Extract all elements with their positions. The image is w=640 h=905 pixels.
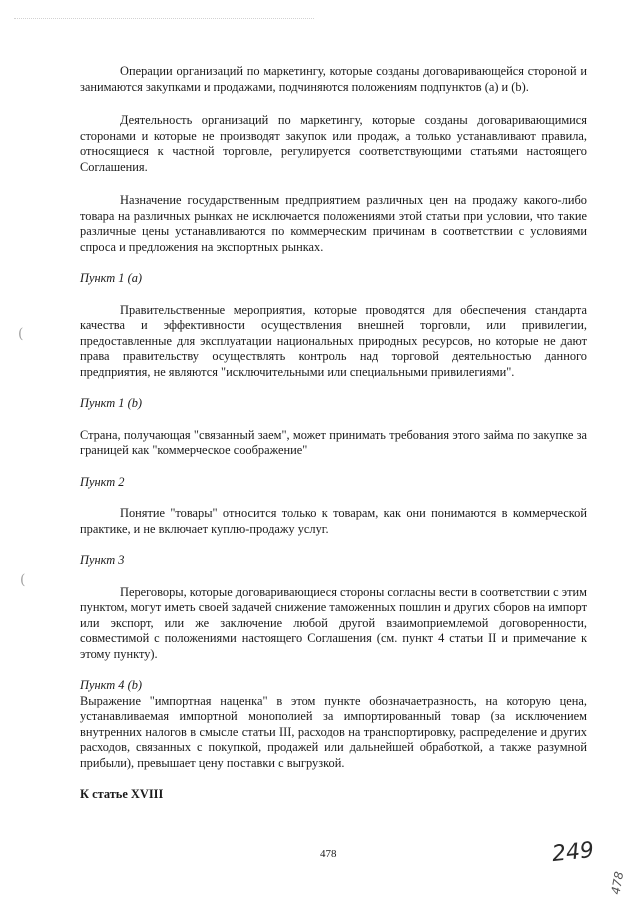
closing-heading: К статье XVIII [80, 787, 164, 801]
section-text-4b: Выражение "импортная наценка" в этом пункте обозначаетразность, на которую цена, устанавливаемая импортной монополией за импортированный товар (за исключением внутренних налогов в смысле статьи III, расходов на транспортировку, распределение и других расходов, связанных с покупкой, продажей или дальнейшей обработкой, а также разумной прибыли), превышает цену поставки с выгрузкой. [80, 693, 587, 770]
margin-mark: ( [20, 572, 26, 588]
page-number: 478 [320, 848, 337, 860]
corner-stamp: 478 [608, 870, 627, 896]
section-heading-1b: Пункт 1 (b) [80, 396, 143, 410]
section-heading-3: Пункт 3 [80, 553, 125, 567]
document-body [80, 64, 587, 803]
paragraph-marketing-activity: Деятельность организаций по маркетингу, которые созданы договаривающимися сторонами и которые не производят закупок или продаж, а только устанавливают правила, относящиеся к частной торговле, регулируется соответствующими статьями настоящего Соглашения. [80, 113, 587, 174]
section-text-1a: Правительственные мероприятия, которые проводятся для обеспечения стандарта качества и эффективности осуществления внешней торговли, или привилегии, предоставленные для эксплуатации национальных природных ресурсов, но которые не дают права правительству осуществлять контроль над торговой деятельностью данного предприятия, не являются "исключительными или специальными привилегиями". [80, 302, 587, 379]
section-text-2: Понятие "товары" относится только к товарам, как они понимаются в коммерческой практике, и не включает куплю-продажу услуг. [80, 506, 587, 536]
section-text-3: Переговоры, которые договаривающиеся стороны согласны вести в соответствии с этим пунктом, могут иметь своей задачей снижение таможенных пошлин и других сборов на импорт или экспорт, или же заключение любой другой взаимоприемлемой договоренности, совместимой с положениями настоящего Соглашения (см. пункт 4 статьи II и примечание к этому пункту). [80, 584, 587, 661]
scan-artifact [14, 18, 314, 21]
section-heading-1a: Пункт 1 (а) [80, 271, 143, 285]
paragraph-state-enterprise-prices: Назначение государственным предприятием различных цен на продажу какого-либо товара на различных рынках не исключается положениями этой статьи при условии, что такие различные цены устанавливаются по коммерческим причинам в соответствии с условиями спроса и предложения на экспортных рынках. [80, 193, 587, 254]
handwritten-number: 249 [550, 837, 596, 868]
margin-mark: ( [18, 326, 24, 342]
paragraph-marketing-operations: Операции организаций по маркетингу, которые созданы договаривающейся стороной и занимаются закупками и продажами, подчиняются положениям подпунктов (а) и (b). [80, 64, 587, 94]
section-heading-2: Пункт 2 [80, 474, 125, 489]
section-text-1b: Страна, получающая "связанный заем", может принимать требования этого займа по закупке за границей как "коммерческое соображение" [80, 427, 587, 457]
section-heading-4b: Пункт 4 (b) [80, 678, 143, 692]
